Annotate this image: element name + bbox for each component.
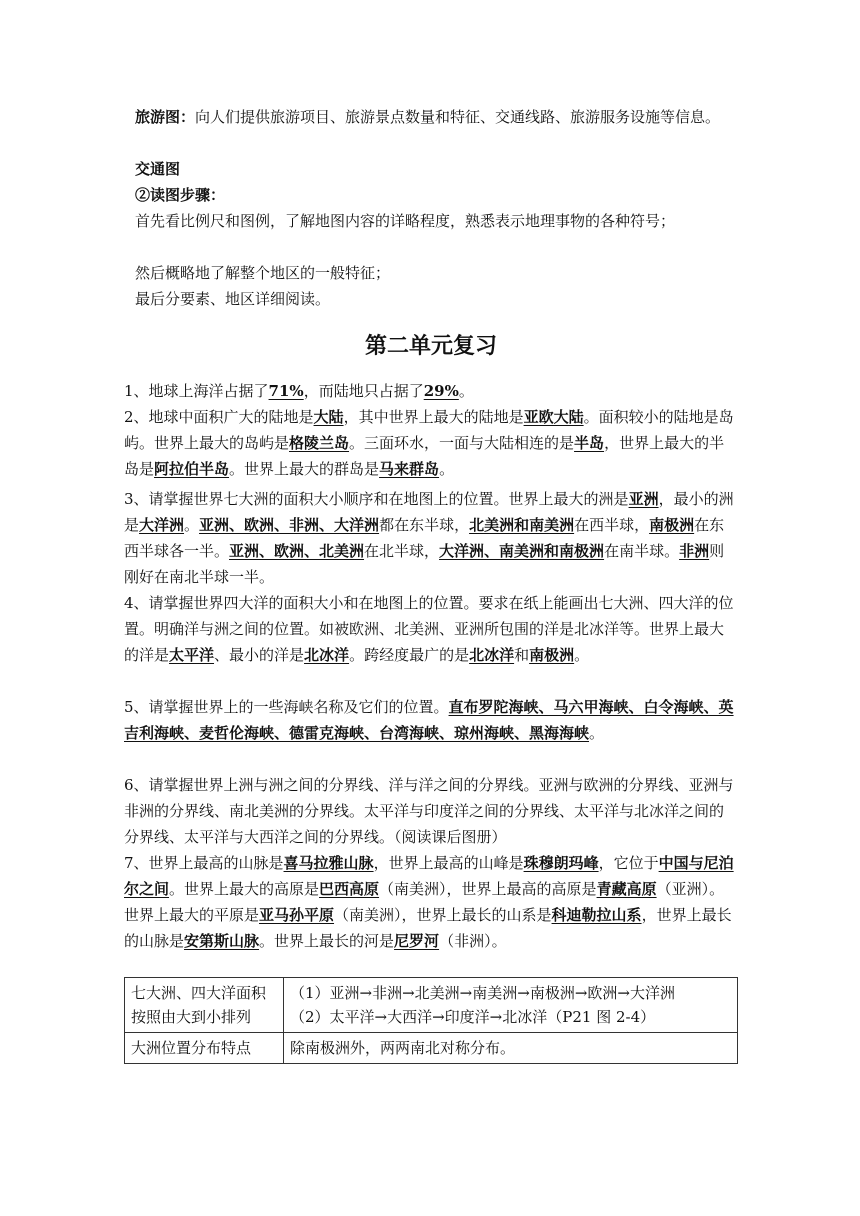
- table-cell: 大洲位置分布特点: [125, 1033, 284, 1064]
- key-term: 青藏高原: [596, 880, 657, 898]
- text-run: 。: [439, 460, 455, 478]
- text-run: 在北半球，: [364, 542, 440, 560]
- key-term: 亚洲、欧洲、北美洲: [229, 542, 365, 560]
- item-6: 6、请掌握世界上洲与洲之间的分界线、洋与洋之间的分界线。亚洲与欧洲的分界线、亚洲与非洲的分界线、南北美洲的分界线。太平洋与印度洋之间的分界线、太平洋与北冰洋之间的分界线、太平洋与大西洋之间的分界线。（阅读课后图册）: [124, 776, 734, 846]
- text-run: 。: [184, 516, 200, 534]
- key-term: 科迪勒拉山系: [551, 906, 642, 924]
- traffic-map-text: 交通图: [135, 160, 181, 178]
- text-run: 。面积较小的陆地是岛屿。世界上最大的岛屿是: [124, 408, 734, 452]
- tourist-map-label: 旅游图：: [135, 108, 196, 126]
- table-row: [125, 978, 738, 1033]
- key-term: 巴西高原: [319, 880, 380, 898]
- key-term: 大洋洲: [139, 516, 185, 534]
- item-5: [124, 694, 738, 746]
- text-run: 。世界上最长的河是: [259, 932, 395, 950]
- text-run: 都在东半球，: [379, 516, 470, 534]
- text-run: 。世界上最大的高原是: [169, 880, 320, 898]
- key-term: 北冰洋: [469, 646, 515, 664]
- text-run: 、最小的洋是: [214, 646, 305, 664]
- item-7: [124, 850, 738, 954]
- key-term: 喜马拉雅山脉: [283, 854, 374, 872]
- key-term: 非洲: [679, 542, 710, 560]
- order-continents: （1）亚洲→非洲→北美洲→南美洲→南极洲→欧洲→大洋洲: [290, 984, 675, 1002]
- summary-table: [124, 977, 738, 1064]
- text-run: 。跨经度最广的是: [349, 646, 470, 664]
- text-run: 7、世界上最高的山脉是: [124, 854, 284, 872]
- tourist-map-paragraph: [124, 104, 738, 130]
- key-term: 大陆: [313, 408, 344, 426]
- text-run: ，而陆地只占据了: [303, 382, 424, 400]
- tourist-map-text: 向人们提供旅游项目、旅游景点数量和特征、交通线路、旅游服务设施等信息。: [195, 108, 721, 126]
- reading-steps-text: ②读图步骤：: [135, 186, 226, 204]
- item-2: [124, 404, 738, 482]
- text-run: 。三面环水，一面与大陆相连的是: [349, 434, 575, 452]
- key-term: 亚洲: [628, 490, 659, 508]
- text-run: ，世界上最高的山峰是: [373, 854, 524, 872]
- key-term: 亚马孙平原: [259, 906, 335, 924]
- text-run: 和: [514, 646, 530, 664]
- text-run: 。: [589, 724, 605, 742]
- key-term: 珠穆朗玛峰: [523, 854, 599, 872]
- key-term: 太平洋: [169, 646, 215, 664]
- text-run: （亚洲）。世界上最大的平原是: [124, 880, 725, 924]
- key-term: 亚洲、欧洲、非洲、大洋洲: [199, 516, 380, 534]
- text-run: 2、地球中面积广大的陆地是: [124, 408, 314, 426]
- key-term: 格陵兰岛: [289, 434, 350, 452]
- step-one-paragraph: 首先看比例尺和图例，了解地图内容的详略程度，熟悉表示地理事物的各种符号；: [135, 212, 676, 230]
- key-term: 29%: [423, 382, 459, 400]
- item-1: [124, 378, 738, 404]
- text-run: 则刚好在南北半球一半。: [124, 542, 725, 586]
- text-run: 在西半球，: [574, 516, 650, 534]
- text-run: ，世界上最长的山脉是: [124, 906, 732, 950]
- text-run: （南美洲），世界上最高的高原是: [379, 880, 597, 898]
- key-term: 中国与尼泊尔之间: [124, 854, 734, 898]
- key-term: 71%: [268, 382, 304, 400]
- text-run: ，其中世界上最大的陆地是: [343, 408, 524, 426]
- step-three-paragraph: 最后分要素、地区详细阅读。: [135, 290, 331, 308]
- table-row: [125, 1033, 738, 1064]
- key-term: 大洋洲、南美洲和南极洲: [439, 542, 605, 560]
- text-run: 在南半球。: [604, 542, 680, 560]
- text-run: ，最小的洲是: [124, 490, 734, 534]
- order-oceans: （2）太平洋→大西洋→印度洋→北冰洋（P21 图 2-4）: [290, 1008, 656, 1026]
- key-term: 阿拉伯半岛: [154, 460, 230, 478]
- text-run: 。: [574, 646, 590, 664]
- key-term: 半岛: [574, 434, 605, 452]
- key-term: 北冰洋: [304, 646, 350, 664]
- text-run: ，它位于: [598, 854, 659, 872]
- key-term: 尼罗河: [394, 932, 440, 950]
- text-run: （非洲）。: [439, 932, 507, 950]
- key-term: 南极洲: [649, 516, 695, 534]
- key-term: 马来群岛: [379, 460, 440, 478]
- text-run: 在东西半球各一半。: [124, 516, 725, 560]
- text-run: 。: [458, 382, 474, 400]
- key-term: 北美洲和南美洲: [469, 516, 575, 534]
- text-run: 4、请掌握世界四大洋的面积大小和在地图上的位置。要求在纸上能画出七大洲、四大洋的位置。明确洋与洲之间的位置。如被欧洲、北美洲、亚洲所包围的洋是北冰洋等。世界上最大的洋是: [124, 594, 734, 664]
- text-run: 1、地球上海洋占据了: [124, 382, 269, 400]
- text-run: ，世界上最大的半岛是: [124, 434, 725, 478]
- text-run: （南美洲），世界上最长的山系是: [334, 906, 552, 924]
- item-3: [124, 486, 738, 590]
- key-term: 南极洲: [529, 646, 575, 664]
- reading-steps-heading: [124, 182, 738, 208]
- step-two-paragraph: 然后概略地了解整个地区的一般特征；: [135, 264, 391, 282]
- key-term: 直布罗陀海峡、马六甲海峡、白令海峡、英吉利海峡、麦哲伦海峡、德雷克海峡、台湾海峡、琼州海峡、黑海海峡: [124, 698, 734, 742]
- table-cell: 除南极洲外，两两南北对称分布。: [284, 1033, 738, 1064]
- table-cell: [284, 978, 738, 1033]
- text-run: 3、请掌握世界七大洲的面积大小顺序和在地图上的位置。世界上最大的洲是: [124, 490, 629, 508]
- key-term: 亚欧大陆: [523, 408, 584, 426]
- item-4: [124, 590, 738, 668]
- key-term: 安第斯山脉: [184, 932, 260, 950]
- table-cell: 七大洲、四大洋面积按照由大到小排列: [125, 978, 284, 1033]
- traffic-map-label: [124, 156, 738, 182]
- section-title: 第二单元复习: [364, 334, 497, 359]
- text-run: 。世界上最大的群岛是: [229, 460, 380, 478]
- text-run: 5、请掌握世界上的一些海峡名称及它们的位置。: [124, 698, 449, 716]
